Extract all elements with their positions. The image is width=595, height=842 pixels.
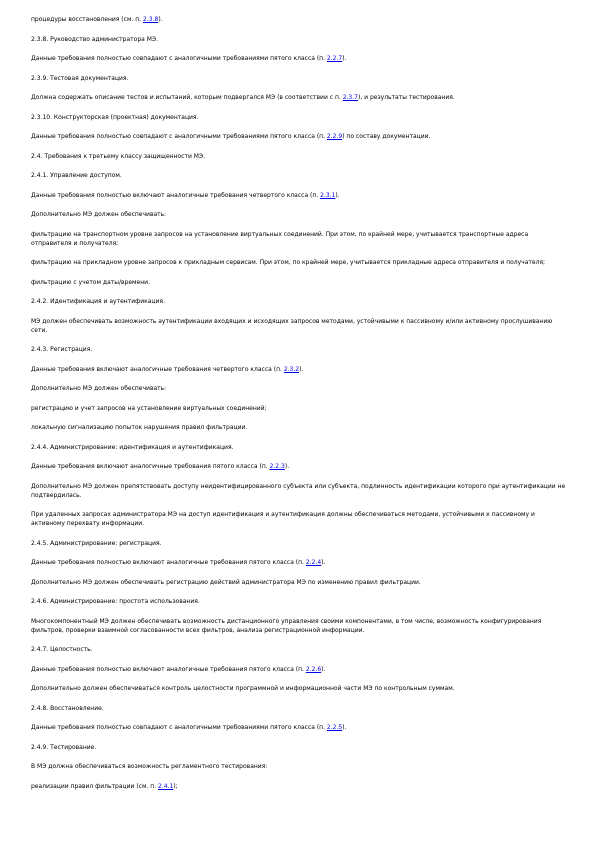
paragraph-text: МЭ должен обеспечивать возможность аутентификации входящих и исходящих запросов методами, устойчивыми к пассивному и/или активному прослушиванию сети.	[31, 317, 553, 334]
paragraph	[31, 743, 566, 752]
paragraph	[31, 482, 566, 500]
paragraph-text: Данные требования включают аналогичные требования пятого класса (п.	[31, 463, 270, 470]
paragraph-text: Должна содержать описание тестов и испытаний, которым подвергался МЭ (в соответствии с п.	[31, 94, 343, 101]
paragraph-text: регистрацию и учет запросов на установление виртуальных соединений;	[31, 404, 267, 412]
paragraph-text: фильтрацию на прикладном уровне запросов к прикладным сервисам. При этом, по крайней мере, учитывается прикладные адреса отправителя и получателя;	[31, 259, 546, 266]
paragraph-text: Дополнительно МЭ должен препятствовать доступу неидентифицированного субъекта или субъекта, подлинность идентификации которого при аутентификации не подтвердилась.	[31, 482, 566, 499]
paragraph-text: Данные требования полностью включают аналогичные требования четвертого класса (п.	[31, 191, 321, 199]
paragraph	[31, 191, 566, 200]
paragraph-text: 2.4.6. Администрирование: простота использования.	[31, 598, 200, 605]
paragraph	[31, 578, 566, 587]
paragraph	[31, 345, 566, 354]
paragraph	[31, 54, 566, 63]
paragraph	[31, 404, 566, 413]
paragraph-text: 2.4.2. Идентификация и аутентификация.	[31, 298, 165, 305]
paragraph	[31, 365, 566, 374]
paragraph	[31, 597, 566, 606]
section-reference-link[interactable]: 2.2.6	[305, 665, 322, 673]
paragraph	[31, 152, 566, 161]
paragraph-text: фильтрацию на транспортном уровне запросов на установление виртуальных соединений. При этом, по крайней мере, учитывается транспортные адреса отправителя и получателя;	[31, 230, 529, 247]
paragraph-text: 2.3.9. Тестовая документация.	[31, 74, 129, 82]
paragraph-text: 2.4.3. Регистрация.	[31, 346, 93, 353]
paragraph	[31, 443, 566, 452]
section-reference-link[interactable]: 2.2.3	[269, 463, 285, 470]
paragraph	[31, 782, 566, 791]
paragraph	[31, 297, 566, 306]
paragraph-text: Дополнительно МЭ должен обеспечивать:	[31, 211, 167, 218]
paragraph	[31, 462, 566, 471]
paragraph-text: процедуры восстановления (см. п.	[31, 16, 144, 23]
section-reference-link[interactable]: 2.3.2	[283, 365, 300, 373]
paragraph-text: Данные требования полностью включают аналогичные требования пятого класса (п.	[31, 665, 306, 673]
paragraph-text: ).	[284, 463, 290, 470]
paragraph	[31, 665, 566, 674]
paragraph	[31, 132, 566, 141]
paragraph	[31, 684, 566, 693]
paragraph-text: Данные требования полностью совпадают с аналогичными требованиями пятого класса (п.	[31, 724, 327, 731]
paragraph	[31, 645, 566, 654]
paragraph-text: 2.4. Требования к третьему классу защищенности МЭ.	[31, 152, 206, 160]
paragraph	[31, 384, 566, 393]
section-reference-link[interactable]: 2.3.8	[143, 16, 159, 23]
paragraph-text: 2.4.9. Тестирование.	[31, 743, 97, 751]
paragraph	[31, 171, 566, 180]
paragraph-text: Дополнительно МЭ должен обеспечивать регистрацию действий администратора МЭ по изменению правил фильтрации.	[31, 578, 421, 586]
section-reference-link[interactable]: 2.2.9	[326, 133, 343, 140]
paragraph-text: фильтрацию с учетом даты/времени.	[31, 278, 150, 286]
paragraph	[31, 93, 566, 102]
paragraph-text: ).	[158, 16, 163, 23]
section-reference-link[interactable]: 2.3.7	[342, 94, 358, 101]
section-reference-link[interactable]: 2.2.5	[326, 724, 343, 731]
paragraph-text: 2.3.10. Конструкторская (проектная) документация.	[31, 113, 199, 121]
paragraph-text: ).	[299, 365, 304, 373]
paragraph-text: Данные требования включают аналогичные требования четвертого класса (п.	[31, 365, 284, 373]
paragraph	[31, 113, 566, 122]
section-reference-link[interactable]: 2.3.1	[320, 191, 336, 199]
paragraph	[31, 558, 566, 567]
paragraph-text: ).	[321, 665, 326, 673]
paragraph-text: ).	[342, 724, 347, 731]
paragraph-text: Данные требования полностью совпадают с аналогичными требованиями пятого класса (п.	[31, 55, 327, 62]
paragraph	[31, 230, 566, 248]
paragraph	[31, 423, 566, 432]
paragraph	[31, 258, 566, 267]
paragraph	[31, 617, 566, 635]
paragraph	[31, 35, 566, 44]
paragraph-text: );	[173, 782, 178, 790]
paragraph	[31, 762, 566, 771]
paragraph	[31, 210, 566, 219]
paragraph-text: 2.4.4. Администрирование: идентификация и аутентификация.	[31, 443, 234, 451]
paragraph	[31, 723, 566, 732]
paragraph-text: 2.3.8. Руководство администратора МЭ.	[31, 35, 158, 43]
paragraph-text: 2.4.1. Управление доступом.	[31, 172, 122, 179]
paragraph-text: 2.4.7. Целостность.	[31, 646, 93, 653]
paragraph	[31, 704, 566, 713]
paragraph-text: ).	[335, 191, 340, 199]
paragraph-text: ), и результаты тестирования.	[357, 94, 455, 101]
paragraph	[31, 74, 566, 83]
paragraph	[31, 539, 566, 548]
paragraph	[31, 278, 566, 287]
paragraph-text: Данные требования полностью совпадают с аналогичными требованиями пятого класса (п.	[31, 133, 327, 140]
paragraph-text: локальную сигнализацию попыток нарушения правил фильтрации.	[31, 424, 248, 431]
paragraph-text: ).	[342, 55, 347, 62]
paragraph-text: Дополнительно должен обеспечиваться контроль целостности программной и информационной части МЭ по контрольным суммам.	[31, 685, 455, 692]
paragraph-text: 2.4.5. Администрирование: регистрация.	[31, 539, 162, 547]
paragraph-text: Многокомпонентный МЭ должен обеспечивать возможность дистанционного управления своими компонентами, в том числе, возможность конфигурирования фильтров, проверки взаимной согласованности всех фильтров, анализа регистрационной информации.	[31, 617, 542, 634]
paragraph	[31, 15, 566, 24]
section-reference-link[interactable]: 2.2.4	[305, 559, 322, 566]
paragraph-text: 2.4.8. Восстановление.	[31, 704, 104, 712]
paragraph-text: Данные требования полностью включают аналогичные требования пятого класса (п.	[31, 559, 306, 566]
paragraph-text: реализации правил фильтрации (см. п.	[31, 782, 159, 790]
document-page	[31, 15, 566, 801]
section-reference-link[interactable]: 2.4.1	[158, 782, 174, 790]
section-reference-link[interactable]: 2.2.7	[326, 55, 343, 62]
paragraph-text: В МЭ должна обеспечиваться возможность регламентного тестирования:	[31, 763, 268, 770]
paragraph-text: Дополнительно МЭ должен обеспечивать:	[31, 385, 167, 392]
paragraph-text: ).	[321, 559, 326, 566]
paragraph-text: ) по составу документации.	[342, 133, 431, 140]
paragraph-text: При удаленных запросах администратора МЭ на доступ идентификация и аутентификация должны обеспечиваться методами, устойчивыми к пассивному и активному перехвату информации.	[31, 511, 535, 527]
paragraph	[31, 510, 566, 528]
paragraph	[31, 317, 566, 335]
